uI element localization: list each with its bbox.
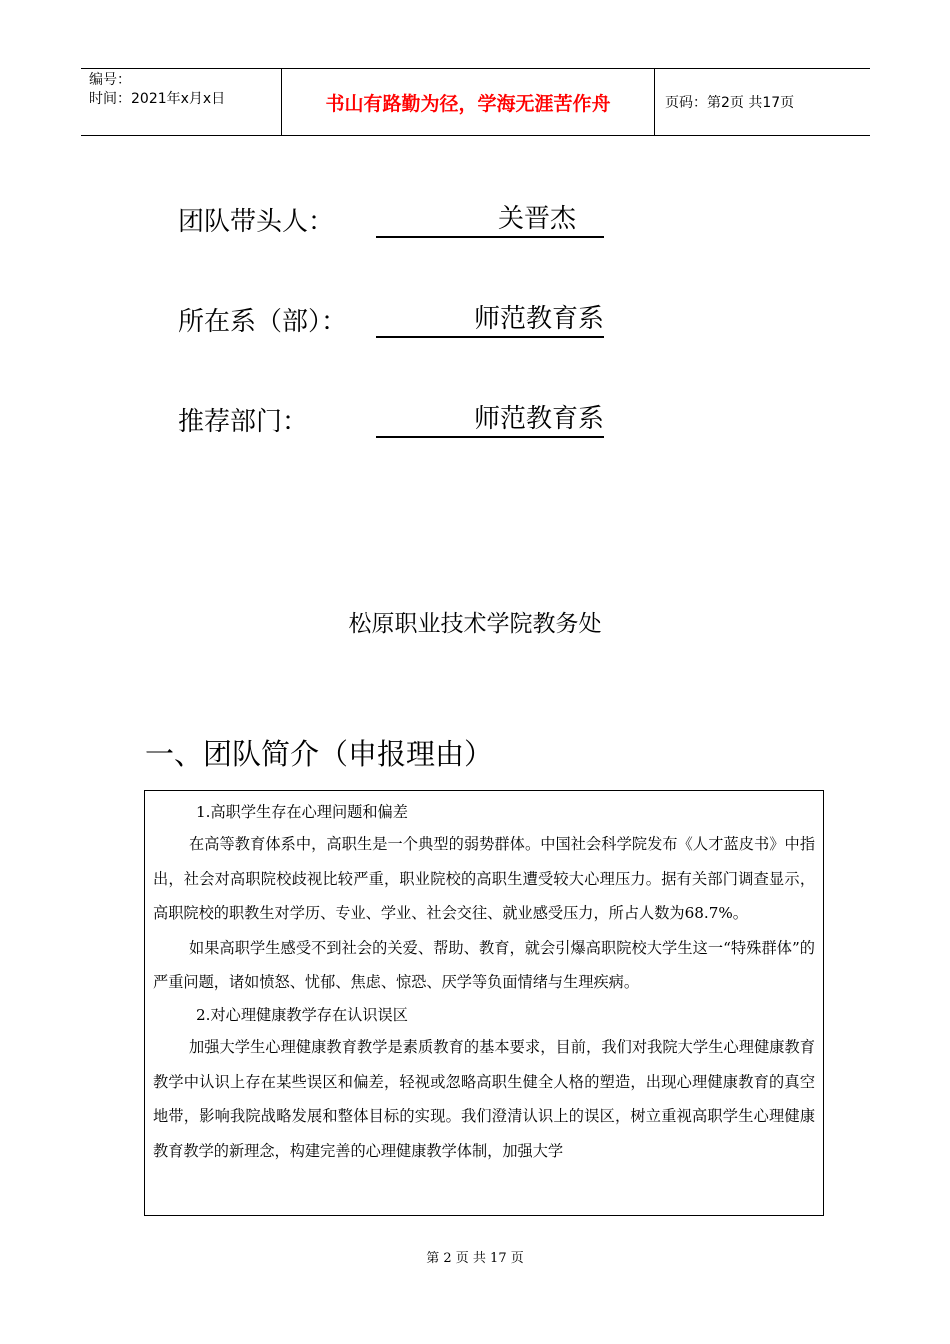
paragraph: 如果高职学生感受不到社会的关爱、帮助、教育，就会引爆高职院校大学生这一“特殊群体”的严重问题，诸如愤怒、忧郁、焦虑、惊恐、厌学等负面情绪与生理疾病。 bbox=[153, 938, 815, 992]
field-recommending-dept bbox=[178, 398, 604, 438]
number-label: 编号： bbox=[89, 72, 131, 88]
field-label: 团队带头人： bbox=[178, 207, 335, 237]
content-box bbox=[144, 790, 824, 1216]
page-info: 页码：第2页 共17页 bbox=[665, 95, 795, 111]
motto: 书山有路勤为径，学海无涯苦作舟 bbox=[282, 69, 655, 135]
field-department bbox=[178, 298, 604, 338]
field-label: 推荐部门： bbox=[178, 407, 309, 437]
paragraph: 加强大学生心理健康教育教学是素质教育的基本要求，目前，我们对我院大学生心理健康教育教学中认识上存在某些误区和偏差，轻视或忽略高职生健全人格的塑造，出现心理健康教育的真空地带，影响我院战略发展和整体目标的实现。我们澄清认识上的误区，树立重视高职学生心理健康教育教学的新理念，构建完善的心理健康教学体制，加强大学 bbox=[153, 1037, 815, 1160]
field-team-leader bbox=[178, 198, 604, 238]
organization-name: 松原职业技术学院教务处 bbox=[348, 611, 602, 637]
page-header bbox=[81, 68, 870, 136]
field-value: 关晋杰 bbox=[376, 202, 604, 238]
section-title: 一、团队简介（申报理由） bbox=[145, 737, 494, 771]
page-footer: 第 2 页 共 17 页 bbox=[426, 1251, 524, 1266]
field-value: 师范教育系 bbox=[376, 402, 604, 438]
header-meta bbox=[81, 69, 282, 135]
field-value: 师范教育系 bbox=[376, 302, 604, 338]
subheading: 1.高职学生存在心理问题和偏差 bbox=[196, 803, 408, 821]
subheading: 2.对心理健康教学存在认识误区 bbox=[196, 1005, 408, 1024]
paragraph: 在高等教育体系中，高职生是一个典型的弱势群体。中国社会科学院发布《人才蓝皮书》中指出，社会对高职院校歧视比较严重，职业院校的高职生遭受较大心理压力。据有关部门调查显示，高职院校的职教生对学历、专业、学业、社会交往、就业感受压力，所占人数为68.7%。 bbox=[153, 835, 815, 923]
time-label: 时间：2021年x月x日 bbox=[89, 91, 226, 107]
field-label: 所在系（部）： bbox=[178, 307, 348, 337]
